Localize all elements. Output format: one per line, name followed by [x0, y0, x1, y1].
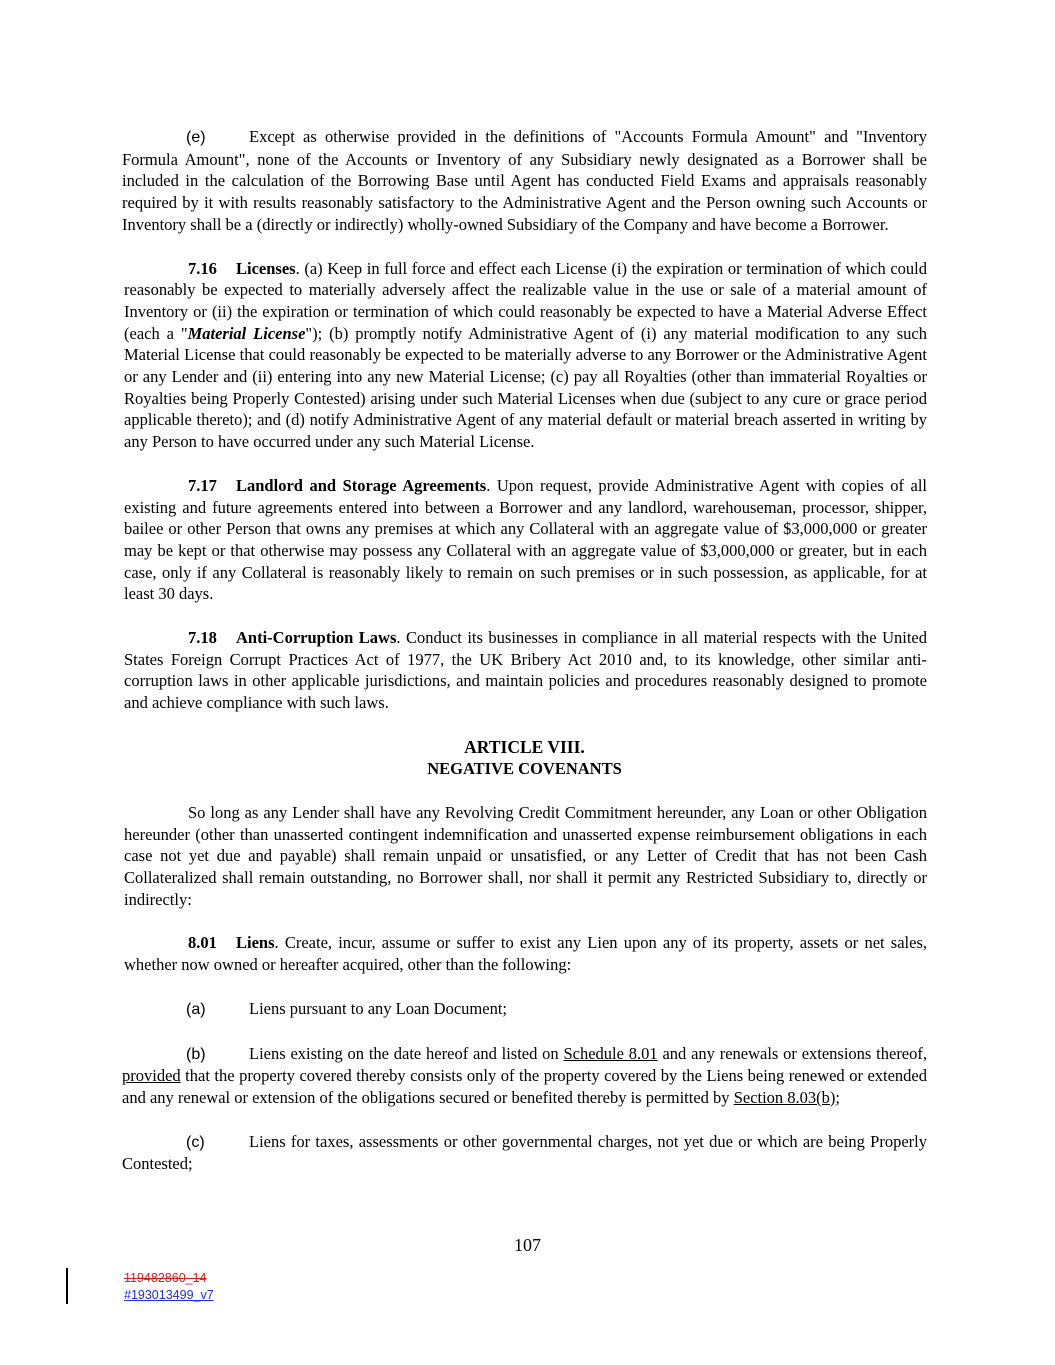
section-7-16-defined-term: Material License	[187, 323, 306, 343]
article-intro	[122, 802, 927, 911]
document-page	[122, 126, 927, 1175]
paragraph-e-text: Except as otherwise provided in the definitions of "Accounts Formula Amount" and "Inventory Formula Amount", none of the Accounts or Inventory of any Subsidiary newly designated as a Borrower shall be included in the calculation of the Borrowing Base until Agent has conducted Field Exams and appraisals reasonably required by it with results reasonably satisfactory to the Administrative Agent and the Person owning such Accounts or Inventory shall be a (directly or indirectly) wholly-owned Subsidiary of the Company and have become a Borrower.	[122, 127, 927, 234]
section-8-03b-link[interactable]: Section 8.03(b)	[733, 1087, 836, 1107]
page-number: 107	[514, 1235, 541, 1255]
item-a-text: Liens pursuant to any Loan Document;	[249, 998, 507, 1018]
document-footer	[124, 1270, 214, 1304]
section-7-17-number: 7.17	[188, 475, 217, 495]
item-b-label: (b)	[186, 1045, 206, 1063]
section-7-16-text-a: . (a) Keep in full force and effect each License (i) the expiration or termination of which could reasonably be expected to materially adversely affect the realizable value in the use or sale of a material amount of Inventory or (ii) the expiration or termination of which could reasonably be expected to have a Material Adverse Effect (each a "	[124, 258, 927, 343]
item-c	[122, 1131, 927, 1175]
section-7-18-title: Anti-Corruption Laws	[236, 628, 397, 648]
section-7-16-text-b: "); (b) promptly notify Administrative Agent of (i) any material modification to any such Material License that could reasonably be expected to be materially adverse to any Borrower or the Administrative Agent or any Lender and (ii) entering into any new Material License; (c) pay all Royalties (other than immaterial Royalties or Royalties being Properly Contested) arising under such Material Licenses when due (subject to any cure or grace period applicable thereto); and (d) notify Administrative Agent of any material default or material breach asserted in writing by any Person to have occurred under any such Material License.	[124, 323, 928, 452]
section-7-18-text: . Conduct its businesses in compliance in all material respects with the United States Foreign Corrupt Practices Act of 1977, the UK Bribery Act 2010 and, to its knowledge, other similar anti-corruption laws in other applicable jurisdictions, and maintain policies and procedures reasonably designed to promote and achieve compliance with such laws.	[124, 628, 927, 713]
section-8-01-number: 8.01	[188, 933, 217, 953]
schedule-8-01-link[interactable]: Schedule 8.01	[563, 1043, 658, 1063]
item-b-text-3: that the property covered thereby consists only of the property covered by the Liens being renewed or extended and any renewal or extension of the obligations secured or benefited thereby is permitted by	[122, 1066, 927, 1107]
item-b	[122, 1043, 927, 1109]
section-7-16-number: 7.16	[188, 258, 217, 278]
article-title: ARTICLE VIII.	[464, 736, 585, 757]
provided-term: provided	[122, 1066, 181, 1086]
revision-bar	[66, 1268, 68, 1304]
paragraph-e-label: (e)	[186, 129, 206, 146]
section-7-17-title: Landlord and Storage Agreements	[236, 475, 487, 495]
section-7-16-title: Licenses	[236, 258, 296, 278]
new-document-id[interactable]: #193013499_v7	[124, 1288, 214, 1302]
article-subtitle: NEGATIVE COVENANTS	[427, 758, 622, 778]
section-7-16	[122, 258, 927, 453]
item-b-text-4: ;	[835, 1087, 841, 1107]
paragraph-e	[122, 126, 927, 236]
section-7-18-number: 7.18	[188, 628, 217, 648]
item-a-label: (a)	[186, 1000, 206, 1018]
article-intro-text: So long as any Lender shall have any Revolving Credit Commitment hereunder, any Loan or other Obligation hereunder (other than unasserted contingent indemnification and unasserted expense reimbursement obligations in each case not yet due and payable) shall remain unpaid or unsatisfied, or any Letter of Credit that has not been Cash Collateralized shall remain outstanding, no Borrower shall, nor shall it permit any Restricted Subsidiary to, directly or indirectly:	[124, 802, 927, 909]
item-c-text: Liens for taxes, assessments or other governmental charges, not yet due or which are being Properly Contested;	[122, 1131, 927, 1174]
section-8-01-title: Liens	[236, 933, 275, 953]
item-b-text-2: and any renewals or extensions thereof,	[657, 1043, 928, 1063]
section-7-18	[122, 627, 927, 714]
old-document-id: 119482860_14	[124, 1271, 207, 1285]
item-b-text-1: Liens existing on the date hereof and listed on	[249, 1043, 564, 1063]
section-7-17-text: . Upon request, provide Administrative Agent with copies of all existing and future agreements entered into between a Borrower and any landlord, warehouseman, processor, shipper, bailee or other Person that owns any premises at which any Collateral with an aggregate value of $3,000,000 or greater may be kept or that otherwise may possess any Collateral with an aggregate value of $3,000,000 or greater, but in each case, only if any Collateral is reasonably likely to remain on such premises or in such possession, as applicable, for at least 30 days.	[124, 475, 927, 604]
section-7-17	[122, 475, 927, 605]
item-a	[122, 998, 927, 1021]
section-8-01-text: . Create, incur, assume or suffer to exist any Lien upon any of its property, assets or net sales, whether now owned or hereafter acquired, other than the following:	[124, 933, 927, 975]
section-8-01	[122, 932, 927, 975]
item-c-label: (c)	[186, 1133, 205, 1151]
article-heading	[122, 736, 927, 780]
